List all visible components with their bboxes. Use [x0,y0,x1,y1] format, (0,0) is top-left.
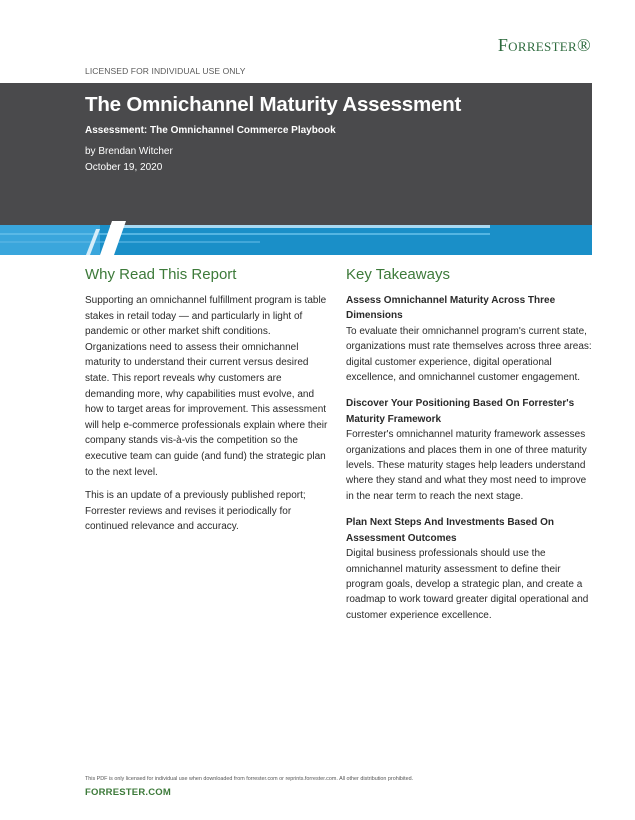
takeaway-title: Plan Next Steps And Investments Based On Assessment Outcomes [346,517,555,544]
banner-stripe-graphic [0,221,592,255]
report-author: by Brendan Witcher [85,146,173,157]
why-read-paragraph: This is an update of a previously published report; Forrester reviews and revises it periodically for continued relevance and accuracy. [85,490,306,533]
takeaway-text: Forrester's omnichannel maturity framework assesses organizations and places them in one of three maturity levels. These maturity stages help leaders understand where they stand and what they most need to improve in the near term to reach the next stage. [346,429,587,502]
report-title: The Omnichannel Maturity Assessment [85,93,462,116]
footer-link[interactable]: FORRESTER.COM [85,787,171,798]
why-read-section [85,266,329,543]
takeaway-item [346,293,593,385]
takeaway-title: Assess Omnichannel Maturity Across Three Dimensions [346,295,556,322]
key-takeaways-section [346,266,593,634]
takeaway-text: To evaluate their omnichannel program's current state, organizations must rate themselves across three areas: digital customer experience, digital operational excellence, and omnichannel customer engagement. [346,325,592,384]
forrester-logo[interactable]: Forrester® [497,35,591,55]
why-read-paragraph: Supporting an omnichannel fulfillment program is table stakes in retail today — and particularly in light of pandemic or other market shift conditions. Organizations need to assess their omnichannel maturity to understand their current versus desired state. This report reveals why customers are demanding more, why capabilities must evolve, and how to target areas for improvement. This assessment will help e-commerce professionals explain where their company stands vis-à-vis the competition so the executive team can guide (and fund) the strategic plan to the next level. [85,295,328,478]
report-subtitle: Assessment: The Omnichannel Commerce Playbook [85,125,336,136]
takeaway-text: Digital business professionals should use the omnichannel maturity assessment to define their program goals, develop a strategic plan, and create a roadmap to work toward greater digital operational and customer experience excellence. [346,548,589,621]
takeaway-item [346,396,593,504]
takeaway-item [346,515,593,623]
title-banner [0,83,592,255]
license-note: LICENSED FOR INDIVIDUAL USE ONLY [85,66,246,76]
key-takeaways-heading: Key Takeaways [346,266,450,283]
why-read-heading: Why Read This Report [85,266,237,283]
report-date: October 19, 2020 [85,162,163,173]
takeaway-title: Discover Your Positioning Based On Forrester's Maturity Framework [346,398,575,425]
footer-license-note: This PDF is only licensed for individual use when downloaded from forrester.com or reprints.forrester.com. All other distribution prohibited. [85,776,414,782]
